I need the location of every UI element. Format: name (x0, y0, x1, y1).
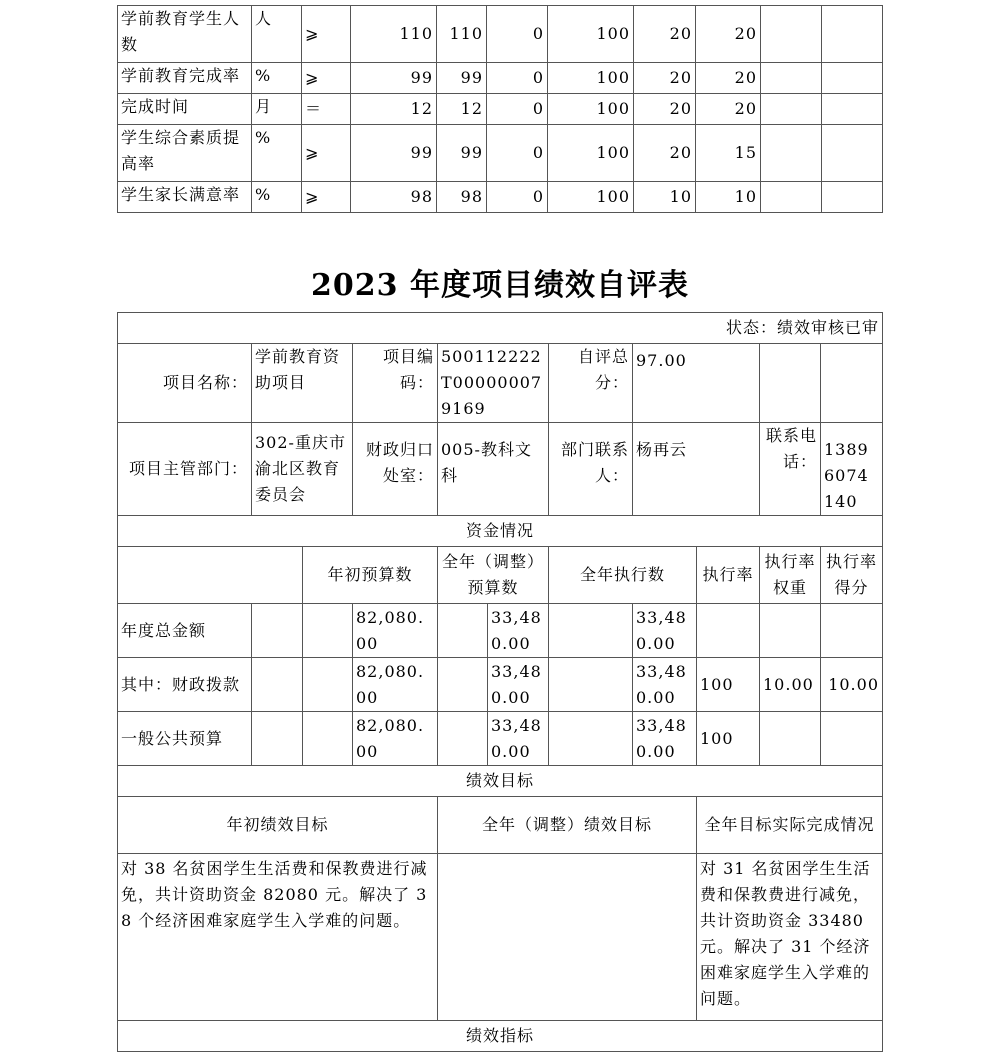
empty-cell (822, 125, 883, 182)
funds-section-heading: 资金情况 (118, 516, 883, 547)
empty-cell (303, 658, 353, 712)
indicator-rows (118, 6, 883, 213)
finance-label: 财政归口处室： (353, 423, 438, 516)
goals-section-heading: 绩效目标 (118, 766, 883, 797)
indicator-score: 20 (696, 63, 761, 94)
empty-cell (822, 182, 883, 213)
indicator-weight: 20 (634, 94, 696, 125)
indicator-v3: 0 (487, 6, 548, 63)
self-evaluation-table (117, 312, 883, 1052)
funds-adjusted: 33,480.00 (488, 658, 549, 712)
indicator-actual: 12 (437, 94, 487, 125)
indicator-target: 110 (351, 6, 437, 63)
funds-initial: 82,080.00 (353, 658, 438, 712)
adjusted-budget-header: 全年（调整）预算数 (438, 547, 549, 604)
page-title: 2023 年度项目绩效自评表 (311, 268, 689, 303)
empty-cell (761, 63, 822, 94)
indicator-weight: 20 (634, 125, 696, 182)
empty-cell (822, 63, 883, 94)
funds-rate: 100 (697, 658, 760, 712)
indicator-target: 12 (351, 94, 437, 125)
empty-cell (761, 94, 822, 125)
indicator-weight: 20 (634, 63, 696, 94)
indicator-op: ⩾ (302, 182, 351, 213)
indicator-name: 学前教育学生人数 (118, 6, 252, 63)
phone-value: 13896074140 (821, 423, 883, 516)
funds-weight (760, 604, 821, 658)
indicator-v4: 100 (548, 6, 634, 63)
indicator-target: 99 (351, 63, 437, 94)
table-row (118, 712, 883, 766)
project-code-label: 项目编码： (353, 344, 438, 423)
indicator-op: ＝ (302, 94, 351, 125)
funds-score (821, 604, 883, 658)
adjusted-goal-header: 全年（调整）绩效目标 (438, 797, 697, 854)
project-name-value: 学前教育资助项目 (252, 344, 353, 423)
empty-cell (438, 712, 488, 766)
funds-adjusted: 33,480.00 (488, 712, 549, 766)
empty-cell (438, 658, 488, 712)
indicator-weight: 20 (634, 6, 696, 63)
table-row (118, 182, 883, 213)
table-row (118, 604, 883, 658)
indicator-v4: 100 (548, 182, 634, 213)
table-row (118, 6, 883, 63)
adjusted-goal-text (438, 854, 697, 1021)
funds-executed: 33,480.00 (633, 604, 697, 658)
funds-weight (760, 712, 821, 766)
contact-label: 部门联系人： (549, 423, 633, 516)
empty-cell (761, 182, 822, 213)
empty-cell (252, 658, 303, 712)
indicator-v3: 0 (487, 94, 548, 125)
indicator-unit: % (252, 125, 302, 182)
status-text: 状态：绩效审核已审 (118, 313, 883, 344)
empty-cell (303, 604, 353, 658)
empty-cell (822, 6, 883, 63)
initial-goal-text: 对 38 名贫困学生生活费和保教费进行减免，共计资助资金 82080 元。解决了 38 个经济困难家庭学生入学难的问题。 (118, 854, 438, 1021)
funds-rate: 100 (697, 712, 760, 766)
indicator-table-top (117, 5, 883, 213)
finance-value: 005-教科文科 (438, 423, 549, 516)
rate-header: 执行率 (697, 547, 760, 604)
indicator-op: ⩾ (302, 6, 351, 63)
rate-weight-header: 执行率权重 (760, 547, 821, 604)
indicator-score: 20 (696, 94, 761, 125)
indicator-v3: 0 (487, 182, 548, 213)
actual-goal-header: 全年目标实际完成情况 (697, 797, 883, 854)
table-row (118, 125, 883, 182)
indicator-op: ⩾ (302, 125, 351, 182)
empty-cell (549, 658, 633, 712)
funds-initial: 82,080.00 (353, 712, 438, 766)
empty-cell (822, 94, 883, 125)
executed-header: 全年执行数 (549, 547, 697, 604)
phone-label: 联系电话： (760, 423, 821, 516)
indicator-actual: 98 (437, 182, 487, 213)
table-row (118, 63, 883, 94)
indicator-v4: 100 (548, 94, 634, 125)
dept-label: 项目主管部门： (118, 423, 252, 516)
indicator-v3: 0 (487, 63, 548, 94)
indicator-v3: 0 (487, 125, 548, 182)
empty-cell (252, 712, 303, 766)
indicator-score: 10 (696, 182, 761, 213)
indicator-score: 20 (696, 6, 761, 63)
table-row (118, 658, 883, 712)
indicator-target: 98 (351, 182, 437, 213)
funds-rate (697, 604, 760, 658)
indicator-actual: 110 (437, 6, 487, 63)
empty-cell (438, 604, 488, 658)
table-row (118, 94, 883, 125)
funds-weight: 10.00 (760, 658, 821, 712)
indicator-actual: 99 (437, 63, 487, 94)
indicator-name: 学生综合素质提高率 (118, 125, 252, 182)
indicator-op: ⩾ (302, 63, 351, 94)
funds-score (821, 712, 883, 766)
funds-adjusted: 33,480.00 (488, 604, 549, 658)
indicator-name: 学前教育完成率 (118, 63, 252, 94)
indicator-v4: 100 (548, 125, 634, 182)
empty-cell (303, 712, 353, 766)
indicator-v4: 100 (548, 63, 634, 94)
rate-score-header: 执行率得分 (821, 547, 883, 604)
dept-value: 302-重庆市渝北区教育委员会 (252, 423, 353, 516)
empty-cell (252, 604, 303, 658)
indicator-unit: % (252, 63, 302, 94)
initial-budget-header: 年初预算数 (303, 547, 438, 604)
indicator-target: 99 (351, 125, 437, 182)
indicator-weight: 10 (634, 182, 696, 213)
empty-cell (761, 6, 822, 63)
contact-value: 杨再云 (633, 423, 760, 516)
empty-cell (549, 604, 633, 658)
funds-score: 10.00 (821, 658, 883, 712)
actual-goal-text: 对 31 名贫困学生生活费和保教费进行减免，共计资助资金 33480 元。解决了 31 个经济困难家庭学生入学难的问题。 (697, 854, 883, 1021)
indicator-unit: % (252, 182, 302, 213)
indicator-score: 15 (696, 125, 761, 182)
funds-label: 一般公共预算 (118, 712, 252, 766)
indicator-name: 学生家长满意率 (118, 182, 252, 213)
indicators-section-heading: 绩效指标 (118, 1021, 883, 1052)
funds-executed: 33,480.00 (633, 658, 697, 712)
funds-label: 其中：财政拨款 (118, 658, 252, 712)
project-name-label: 项目名称： (118, 344, 252, 423)
funds-executed: 33,480.00 (633, 712, 697, 766)
empty-cell (549, 712, 633, 766)
funds-label: 年度总金额 (118, 604, 252, 658)
funds-rows (118, 604, 883, 766)
self-score-value: 97.00 (633, 344, 760, 423)
initial-goal-header: 年初绩效目标 (118, 797, 438, 854)
empty-cell (761, 125, 822, 182)
funds-initial: 82,080.00 (353, 604, 438, 658)
project-code-value: 500112222T000000079169 (438, 344, 549, 423)
indicator-unit: 人 (252, 6, 302, 63)
indicator-name: 完成时间 (118, 94, 252, 125)
indicator-unit: 月 (252, 94, 302, 125)
self-score-label: 自评总分： (549, 344, 633, 423)
indicator-actual: 99 (437, 125, 487, 182)
